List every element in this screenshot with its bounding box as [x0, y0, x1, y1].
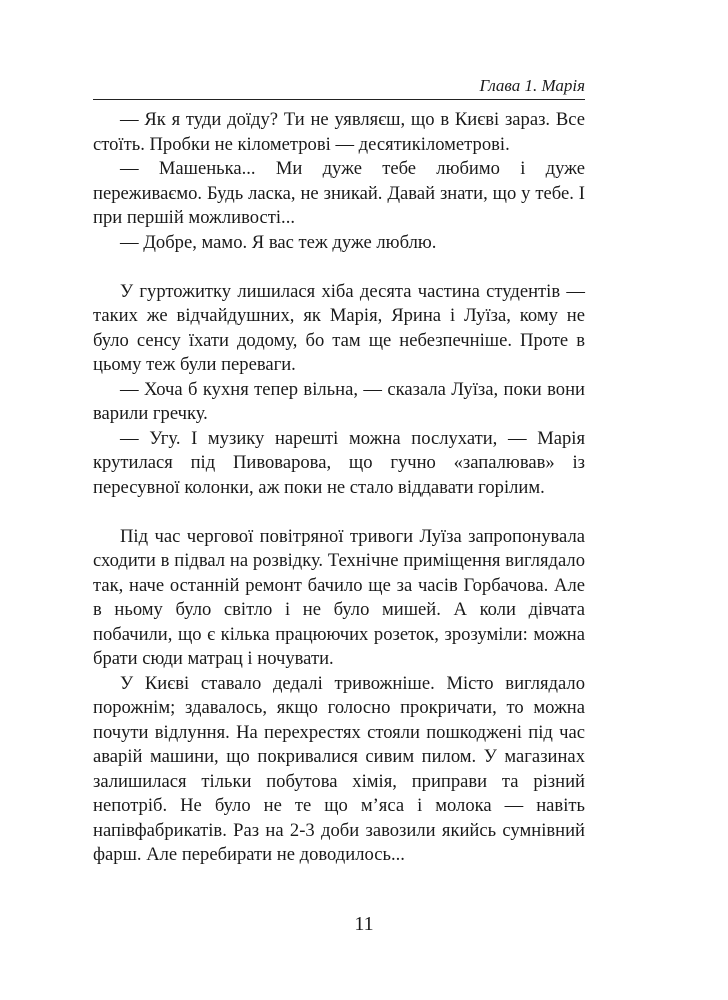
running-header: [93, 74, 585, 100]
paragraph: — Машенька... Ми дуже тебе любимо і дуже переживаємо. Будь ласка, не зникай. Давай знати, що у тебе. І при першій можливості...: [93, 158, 585, 228]
chapter-title: Глава 1. Марія: [479, 76, 585, 95]
page-number: 11: [354, 913, 374, 935]
page-body: [93, 108, 585, 868]
paragraph: — Добре, мамо. Я вас теж дуже люблю.: [120, 231, 437, 253]
paragraph: — Хоча б кухня тепер вільна, — сказала Луїза, поки вони варили гречку.: [93, 378, 585, 424]
section-break: [93, 500, 585, 525]
section-break: [93, 255, 585, 280]
paragraph: Під час чергової повітряної тривоги Луїза запропонувала сходити в підвал на розвідку. Технічне приміщення виглядало так, наче останній ремонт бачило ще за часів Горбачова. Але в ньому було світло і не було мишей. А коли дівчата побачили, що є кілька працюючих розеток, зрозуміли: можна брати сюди матрац і ночувати.: [93, 525, 585, 669]
paragraph: У Києві ставало дедалі тривожніше. Місто виглядало порожнім; здавалось, якщо голосно прокричати, то можна почути відлуння. На перехрестях стояли пошкоджені під час аварій машини, що покривалися сивим пилом. У магазинах залишилася тільки побутова хімія, приправи та різний непотріб. Не було не те що м’яса і молока — навіть напівфабрикатів. Раз на 2-3 доби завозили якийсь сумнівний фарш. Але перебирати не доводилось...: [93, 672, 585, 865]
paragraph: — Угу. І музику нарешті можна послухати, — Марія крутилася під Пивоварова, що гучно «запалював» із пересувної колонки, аж поки не стало віддавати горілим.: [93, 427, 585, 498]
paragraph: — Як я туди доїду? Ти не уявляєш, що в Києві зараз. Все стоїть. Пробки не кілометрові — десятикілометрові.: [93, 109, 585, 155]
paragraph: У гуртожитку лишилася хіба десята частина студентів — таких же відчайдушних, як Марія, Ярина і Луїза, кому не було сенсу їхати додому, бо там ще небезпечніше. Проте в цьому теж були переваги.: [93, 280, 585, 375]
